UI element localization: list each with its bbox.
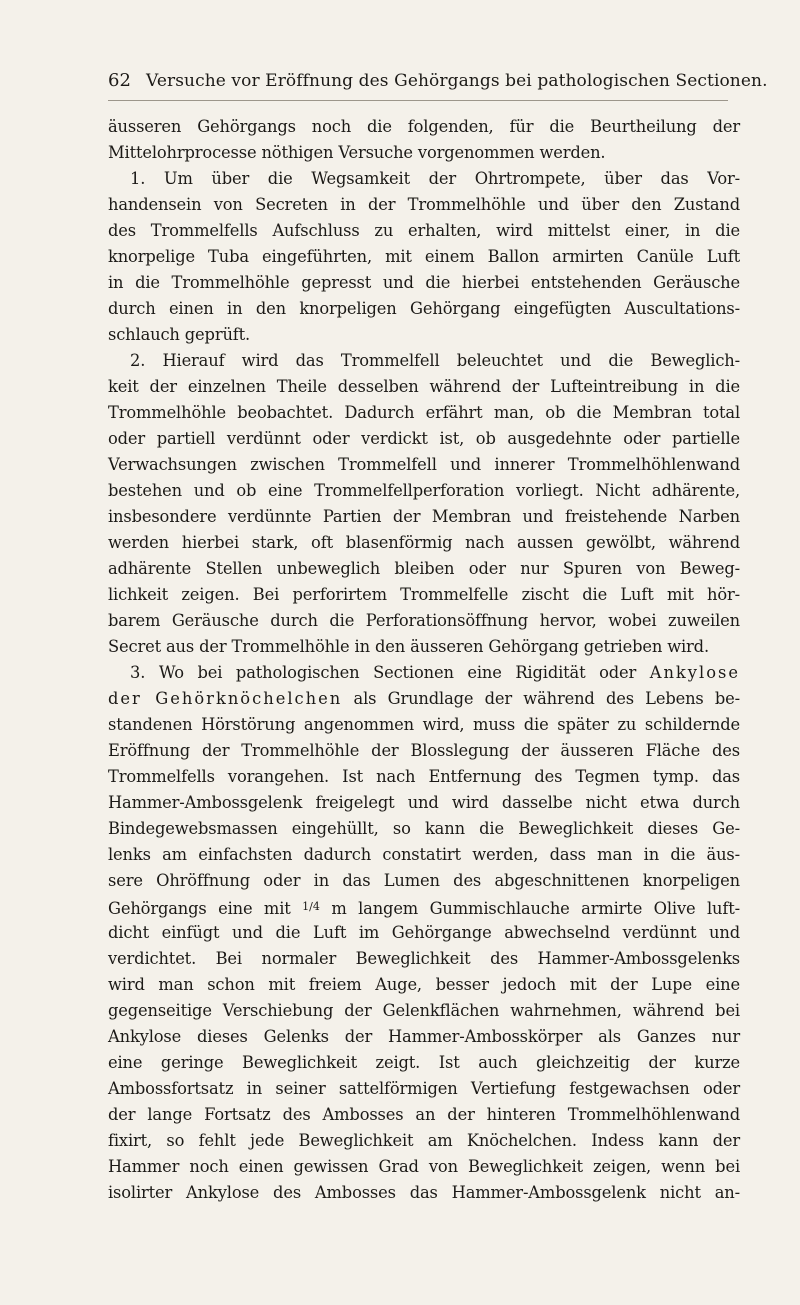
body-text (108, 114, 740, 1206)
para3-text: 3. Wo bei pathologischen Sectionen eine Rigidität oder (130, 663, 650, 682)
text-line: barem Geräusche durch die Perforationsöffnung hervor, wobei zuweilen (108, 611, 740, 630)
running-head (108, 70, 768, 98)
text-line: insbesondere verdünnte Partien der Membran und freistehende Narben (108, 507, 740, 526)
emphasis-ankylose: Ankylose (649, 663, 740, 682)
text-line: bestehen und ob eine Trommelfellperforation vorliegt. Nicht adhärente, (108, 481, 740, 500)
text-line (108, 686, 740, 712)
text-line: Verwachsungen zwischen Trommelfell und innerer Trommelhöhlenwand (108, 455, 740, 474)
text-line: schlauch geprüft. (108, 325, 251, 344)
text-line: knorpelige Tuba eingeführten, mit einem Ballon armirten Canüle Luft (108, 247, 740, 266)
text-line: Eröffnung der Trommelhöhle der Blosslegung der äusseren Fläche des (108, 741, 740, 760)
text-line: werden hierbei stark, oft blasenförmig nach aussen gewölbt, während (108, 533, 740, 552)
text-line: lenks am einfachsten dadurch constatirt werden, dass man in die äus- (108, 845, 740, 864)
fraction-line-pre: Gehörgangs eine mit (108, 899, 303, 918)
text-line: 1. Um über die Wegsamkeit der Ohrtrompete, über das Vor- (130, 169, 740, 188)
running-head-title: Versuche vor Eröffnung des Gehörgangs bei pathologischen Sectionen. (146, 71, 768, 91)
text-line (108, 660, 740, 686)
text-line: äusseren Gehörgangs noch die folgenden, für die Beurtheilung der (108, 117, 740, 136)
text-line: wird man schon mit freiem Auge, besser jedoch mit der Lupe eine (108, 975, 740, 994)
text-line: dicht einfügt und die Luft im Gehörgange abwechselnd verdünnt und (108, 923, 740, 942)
text-line: Ankylose dieses Gelenks der Hammer-Ambosskörper als Ganzes nur (108, 1027, 740, 1046)
para3-text: als Grundlage der während des Lebens be- (342, 689, 740, 708)
text-line: durch einen in den knorpeligen Gehörgang eingefügten Auscultations- (108, 299, 740, 318)
text-line: lichkeit zeigen. Bei perforirtem Trommelfelle zischt die Luft mit hör- (108, 585, 740, 604)
fraction: 1/4 (302, 900, 320, 913)
text-line: verdichtet. Bei normaler Beweglichkeit des Hammer-Ambossgelenks (108, 949, 740, 968)
text-line: Secret aus der Trommelhöhle in den äusseren Gehörgang getrieben wird. (108, 637, 709, 656)
text-line: Mittelohrprocesse nöthigen Versuche vorgenommen werden. (108, 143, 606, 162)
text-line: Bindegewebsmassen eingehüllt, so kann die Beweglichkeit dieses Ge- (108, 819, 740, 838)
text-line: fixirt, so fehlt jede Beweglichkeit am Knöchelchen. Indess kann der (108, 1131, 740, 1150)
text-line: adhärente Stellen unbeweglich bleiben oder nur Spuren von Beweg- (108, 559, 740, 578)
text-line: eine geringe Beweglichkeit zeigt. Ist auch gleichzeitig der kurze (108, 1053, 740, 1072)
text-line: Trommelfells vorangehen. Ist nach Entfernung des Tegmen tymp. das (108, 767, 740, 786)
text-line: Trommelhöhle beobachtet. Dadurch erfährt man, ob die Membran total (108, 403, 740, 422)
header-rule (108, 100, 728, 101)
text-line: standenen Hörstörung angenommen wird, muss die später zu schildernde (108, 715, 740, 734)
text-line: 2. Hierauf wird das Trommelfell beleuchtet und die Beweglich- (130, 351, 740, 370)
text-line: Hammer-Ambossgelenk freigelegt und wird dasselbe nicht etwa durch (108, 793, 740, 812)
text-line: Hammer noch einen gewissen Grad von Beweglichkeit zeigen, wenn bei (108, 1157, 740, 1176)
text-line: des Trommelfells Aufschluss zu erhalten, wird mittelst einer, in die (108, 221, 740, 240)
text-line: Ambossfortsatz in seiner sattelförmigen Vertiefung festgewachsen oder (108, 1079, 740, 1098)
text-line: oder partiell verdünnt oder verdickt ist, ob ausgedehnte oder partielle (108, 429, 740, 448)
emphasis-gehoerknoechelchen: der Gehörknöchelchen (108, 689, 343, 708)
text-line: keit der einzelnen Theile desselben während der Lufteintreibung in die (108, 377, 740, 396)
page-number: 62 (108, 70, 132, 91)
text-line: der lange Fortsatz des Ambosses an der hinteren Trommelhöhlenwand (108, 1105, 740, 1124)
text-line: in die Trommelhöhle gepresst und die hierbei entstehenden Geräusche (108, 273, 740, 292)
text-line: handensein von Secreten in der Trommelhöhle und über den Zustand (108, 195, 740, 214)
text-line (108, 894, 740, 920)
text-line: isolirter Ankylose des Ambosses das Hammer-Ambossgelenk nicht an- (108, 1183, 740, 1202)
text-line: gegenseitige Verschiebung der Gelenkflächen wahrnehmen, während bei (108, 1001, 740, 1020)
fraction-line-post: m langem Gummischlauche armirte Olive luft- (319, 899, 740, 918)
text-line: sere Ohröffnung oder in das Lumen des abgeschnittenen knorpeligen (108, 871, 740, 890)
